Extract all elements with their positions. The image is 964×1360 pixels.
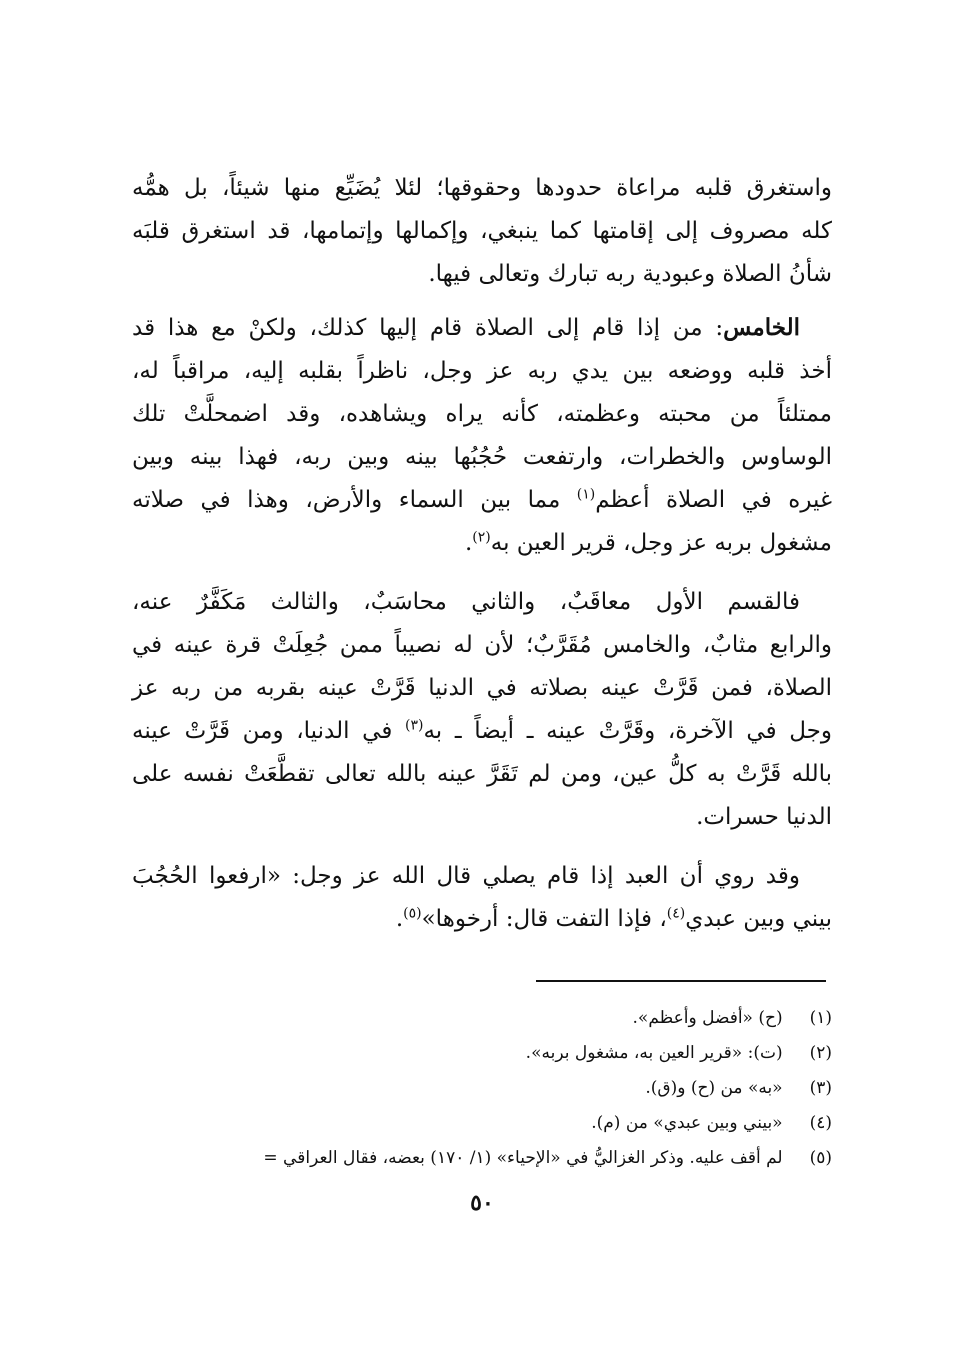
paragraph-3-line-5: بالله قَرَّتْ به كلُّ عين، ومن لم تَقَرَّ عينه بالله تعالى تقطَّعَتْ نفسه على: [132, 761, 832, 787]
paragraph-3-line-4-before: وجل في الآخرة، وقَرَّتْ عينه ـ أيضاً ـ به: [423, 718, 833, 744]
paragraph-2-line-5-after: مما بين السماء والأرض، وهذا في صلاته: [132, 487, 577, 513]
footnote-ref-1: (١): [576, 486, 596, 503]
footnote-ref-4: (٤): [666, 905, 686, 922]
paragraph-3-line-6: الدنيا حسرات.: [696, 804, 832, 830]
footnote-4: [132, 1108, 832, 1138]
paragraph-3-line-3: الصلاة، فمن قَرَّتْ عينه بصلاته في الدنيا قَرَّتْ عينه بقربه من ربه عز: [132, 675, 832, 701]
footnote-5: [132, 1143, 832, 1173]
footnote-ref-3: (٣): [405, 717, 424, 734]
paragraph-1-line-2: كله مصروف إلى إقامتها كما ينبغي، وإكمالها وإتمامها، قد استغرق قلبَه: [132, 218, 832, 244]
paragraph-4-line-1-text: وقد روي أن العبد إذا قام يصلي قال الله عز وجل: «ارفعوا الحُجُبَ: [132, 863, 800, 889]
paragraph-1-line-1: واستغرق قلبه مراعاة حدودها وحقوقها؛ لئلا يُضَيِّع منها شيئاً، بل همُّه: [132, 175, 832, 201]
paragraph-1-line-3: شأنُ الصلاة وعبودية ربه تبارك وتعالى فيها.: [428, 261, 832, 287]
paragraph-2-line-6-before: مشغول بربه عز وجل، قرير العين به: [490, 530, 832, 556]
paragraph-2-line-6: [132, 523, 832, 563]
paragraph-2-line-5: [132, 480, 832, 520]
paragraph-3-line-1-text: فالقسم الأول معاقَبٌ، والثاني محاسَبٌ، والثالث مَكَفَّرٌ عنه،: [132, 589, 800, 615]
paragraph-4-line-2-mid: ، فإذا التفت قال: أرخوها»: [421, 906, 667, 932]
footnote-2: [132, 1038, 832, 1068]
footnote-number: (٢): [809, 1043, 832, 1063]
paragraph-2-line-5-before: غيره في الصلاة أعظم: [595, 487, 832, 513]
paragraph-2-line-1: [132, 308, 832, 348]
footnote-text: «به» من (ح) و(ق).: [645, 1078, 783, 1098]
paragraph-3-line-4-after: في الدنيا، ومن قَرَّتْ عينه: [132, 718, 405, 744]
paragraph-4-line-2-before: بيني وبين عبدي: [685, 906, 832, 932]
footnote-3: [132, 1073, 832, 1103]
paragraph-2-line-6-after: .: [464, 530, 473, 556]
footnote-separator: [536, 980, 826, 982]
page-number: ٥٠: [470, 1190, 494, 1216]
section-label-fifth: الخامس: [723, 314, 800, 341]
footnote-number: (٥): [809, 1148, 832, 1168]
paragraph-4-line-1: [132, 856, 832, 896]
footnote-ref-2: (٢): [472, 529, 491, 546]
footnote-number: (٤): [809, 1113, 832, 1133]
footnote-ref-5: (٥): [403, 905, 422, 922]
paragraph-3-line-2: والرابع مثابٌ، والخامس مُقَرَّبٌ؛ لأن له نصيباً ممن جُعِلَتْ قرة عينه في: [132, 632, 832, 658]
paragraph-3-line-4: [132, 711, 832, 751]
footnote-number: (٣): [809, 1078, 832, 1098]
paragraph-2-line-2: أخذ قلبه ووضعه بين يدي ربه عز وجل، ناظراً بقلبه إليه، مراقباً له،: [132, 358, 832, 384]
paragraph-2-line-1-text: : من إذا قام إلى الصلاة قام إليها كذلك، ولكنْ مع هذا قد: [132, 315, 724, 341]
paragraph-4-line-2-after: .: [395, 906, 404, 932]
footnote-text: (ح) «أفضل وأعظم».: [632, 1008, 783, 1028]
paragraph-4-line-2: [132, 899, 832, 939]
footnote-text: لم أقف عليه. وذكر الغزاليُّ في «الإحياء» (١/ ١٧٠) بعضه، فقال العراقي =: [263, 1148, 783, 1168]
footnote-text: «بيني وبين عبدي» من (م).: [591, 1113, 783, 1133]
paragraph-2-line-3: ممتلئاً من محبته وعظمته، كأنه يراه ويشاهده، وقد اضمحلَّتْ تلك: [132, 401, 832, 427]
footnote-number: (١): [809, 1008, 832, 1028]
footnote-text: (ت): «قرير العين به، مشغول بربه».: [525, 1043, 783, 1063]
footnote-1: [132, 1003, 832, 1033]
paragraph-2-line-4: الوساوس والخطرات، وارتفعت حُجُبُها بينه وبين ربه، فهذا بينه وبين: [132, 444, 832, 470]
paragraph-3-line-1: [132, 582, 832, 622]
